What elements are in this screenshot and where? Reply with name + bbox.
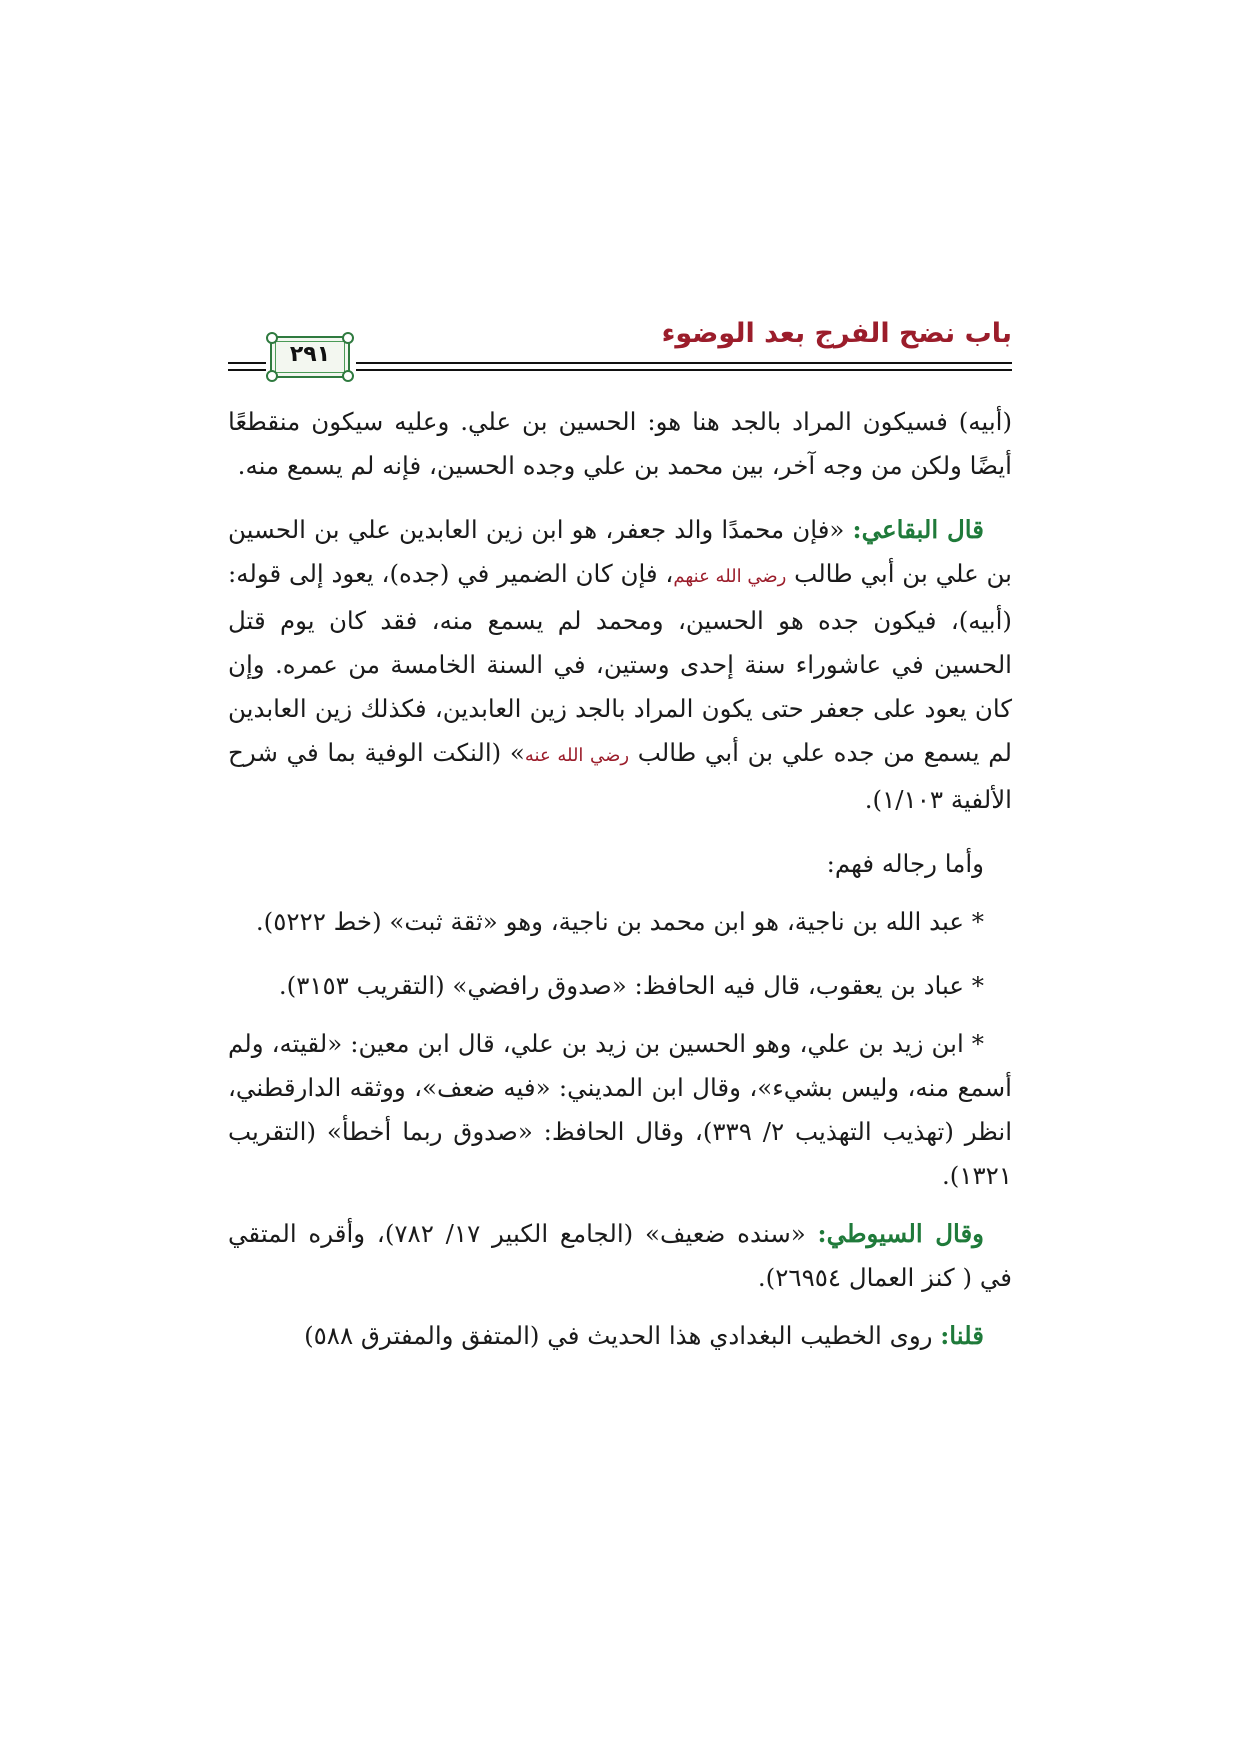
page-body [228, 400, 1012, 1378]
header-rule-left-bottom [228, 369, 266, 371]
speaker-label: قلنا: [940, 1321, 984, 1350]
chapter-title: باب نضح الفرج بعد الوضوء [661, 318, 1012, 349]
speaker-label: وقال السيوطي: [817, 1219, 985, 1248]
paragraph-2-text-b: ، فإن كان الضمير في (جده)، يعود إلى قوله: (أبيه)، فيكون جده هو الحسين، ومحمد لم يسمع منه، فقد كان يوم قتل الحسين في عاشوراء سنة إحدى وستين، في السنة الخامسة من عمره. وإن كان يعود على جعفر حتى يكون المراد بالجد زين العابدين، فكذلك زين العابدين لم يسمع من جده علي بن أبي طالب [228, 559, 1013, 767]
paragraph-2-text-c: » (النكت الوفية بما في شرح الألفية ١/١٠٣). [228, 738, 1012, 814]
header-rule-top [356, 362, 1012, 364]
page-number: ٢٩١ [289, 342, 331, 367]
narrator-entry-3: * ابن زيد بن علي، وهو الحسين بن زيد بن علي، قال ابن معين: «لقيته، ولم أسمع منه، وليس بشيء»، وقال ابن المديني: «فيه ضعف»، ووثقه الدارقطني، انظر (تهذيب التهذيب ٢/ ٣٣٩)، وقال الحافظ: «صدوق ربما أخطأ» (التقريب ١٣٢١). [228, 1029, 1013, 1190]
paragraph-1: (أبيه) فسيكون المراد بالجد هنا هو: الحسين بن علي. وعليه سيكون منقطعًا أيضًا ولكن من وجه آخر، بين محمد بن علي وجده الحسين، فإنه لم يسمع منه. [228, 407, 1012, 480]
honorific-glyph: رضي الله عنهم [673, 566, 787, 587]
narrator-entry-2: * عباد بن يعقوب، قال فيه الحافظ: «صدوق رافضي» (التقريب ٣١٥٣). [278, 971, 984, 1000]
paragraph-2 [228, 508, 1012, 822]
header-rule-bottom [356, 369, 1012, 371]
page-header [228, 318, 1012, 388]
narrator-entry-1: * عبد الله بن ناجية، هو ابن محمد بن ناجية، وهو «ثقة ثبت» (خط ٥٢٢٢). [255, 907, 984, 936]
page-number-frame [270, 336, 350, 378]
header-rule-left-top [228, 362, 266, 364]
paragraph-8 [228, 1314, 1012, 1358]
paragraph-7-text: «سنده ضعيف» (الجامع الكبير ١٧/ ٧٨٢)، وأقره المتقي في ( كنز العمال ٢٦٩٥٤). [228, 1219, 1012, 1292]
paragraph-2-text-a: «فإن محمدًا والد جعفر، هو ابن زين العابدين علي بن الحسين بن علي بن أبي طالب [228, 515, 1013, 588]
frame-ornament-icon [266, 370, 278, 382]
honorific-glyph: رضي الله عنه [524, 745, 630, 766]
paragraph-8-text: روى الخطيب البغدادي هذا الحديث في (المتفق والمفترق ٥٨٨) [304, 1321, 941, 1350]
frame-ornament-icon [342, 370, 354, 382]
paragraph-7 [228, 1212, 1012, 1300]
paragraph-3: وأما رجاله فهم: [826, 849, 984, 878]
speaker-label: قال البقاعي: [852, 515, 984, 544]
